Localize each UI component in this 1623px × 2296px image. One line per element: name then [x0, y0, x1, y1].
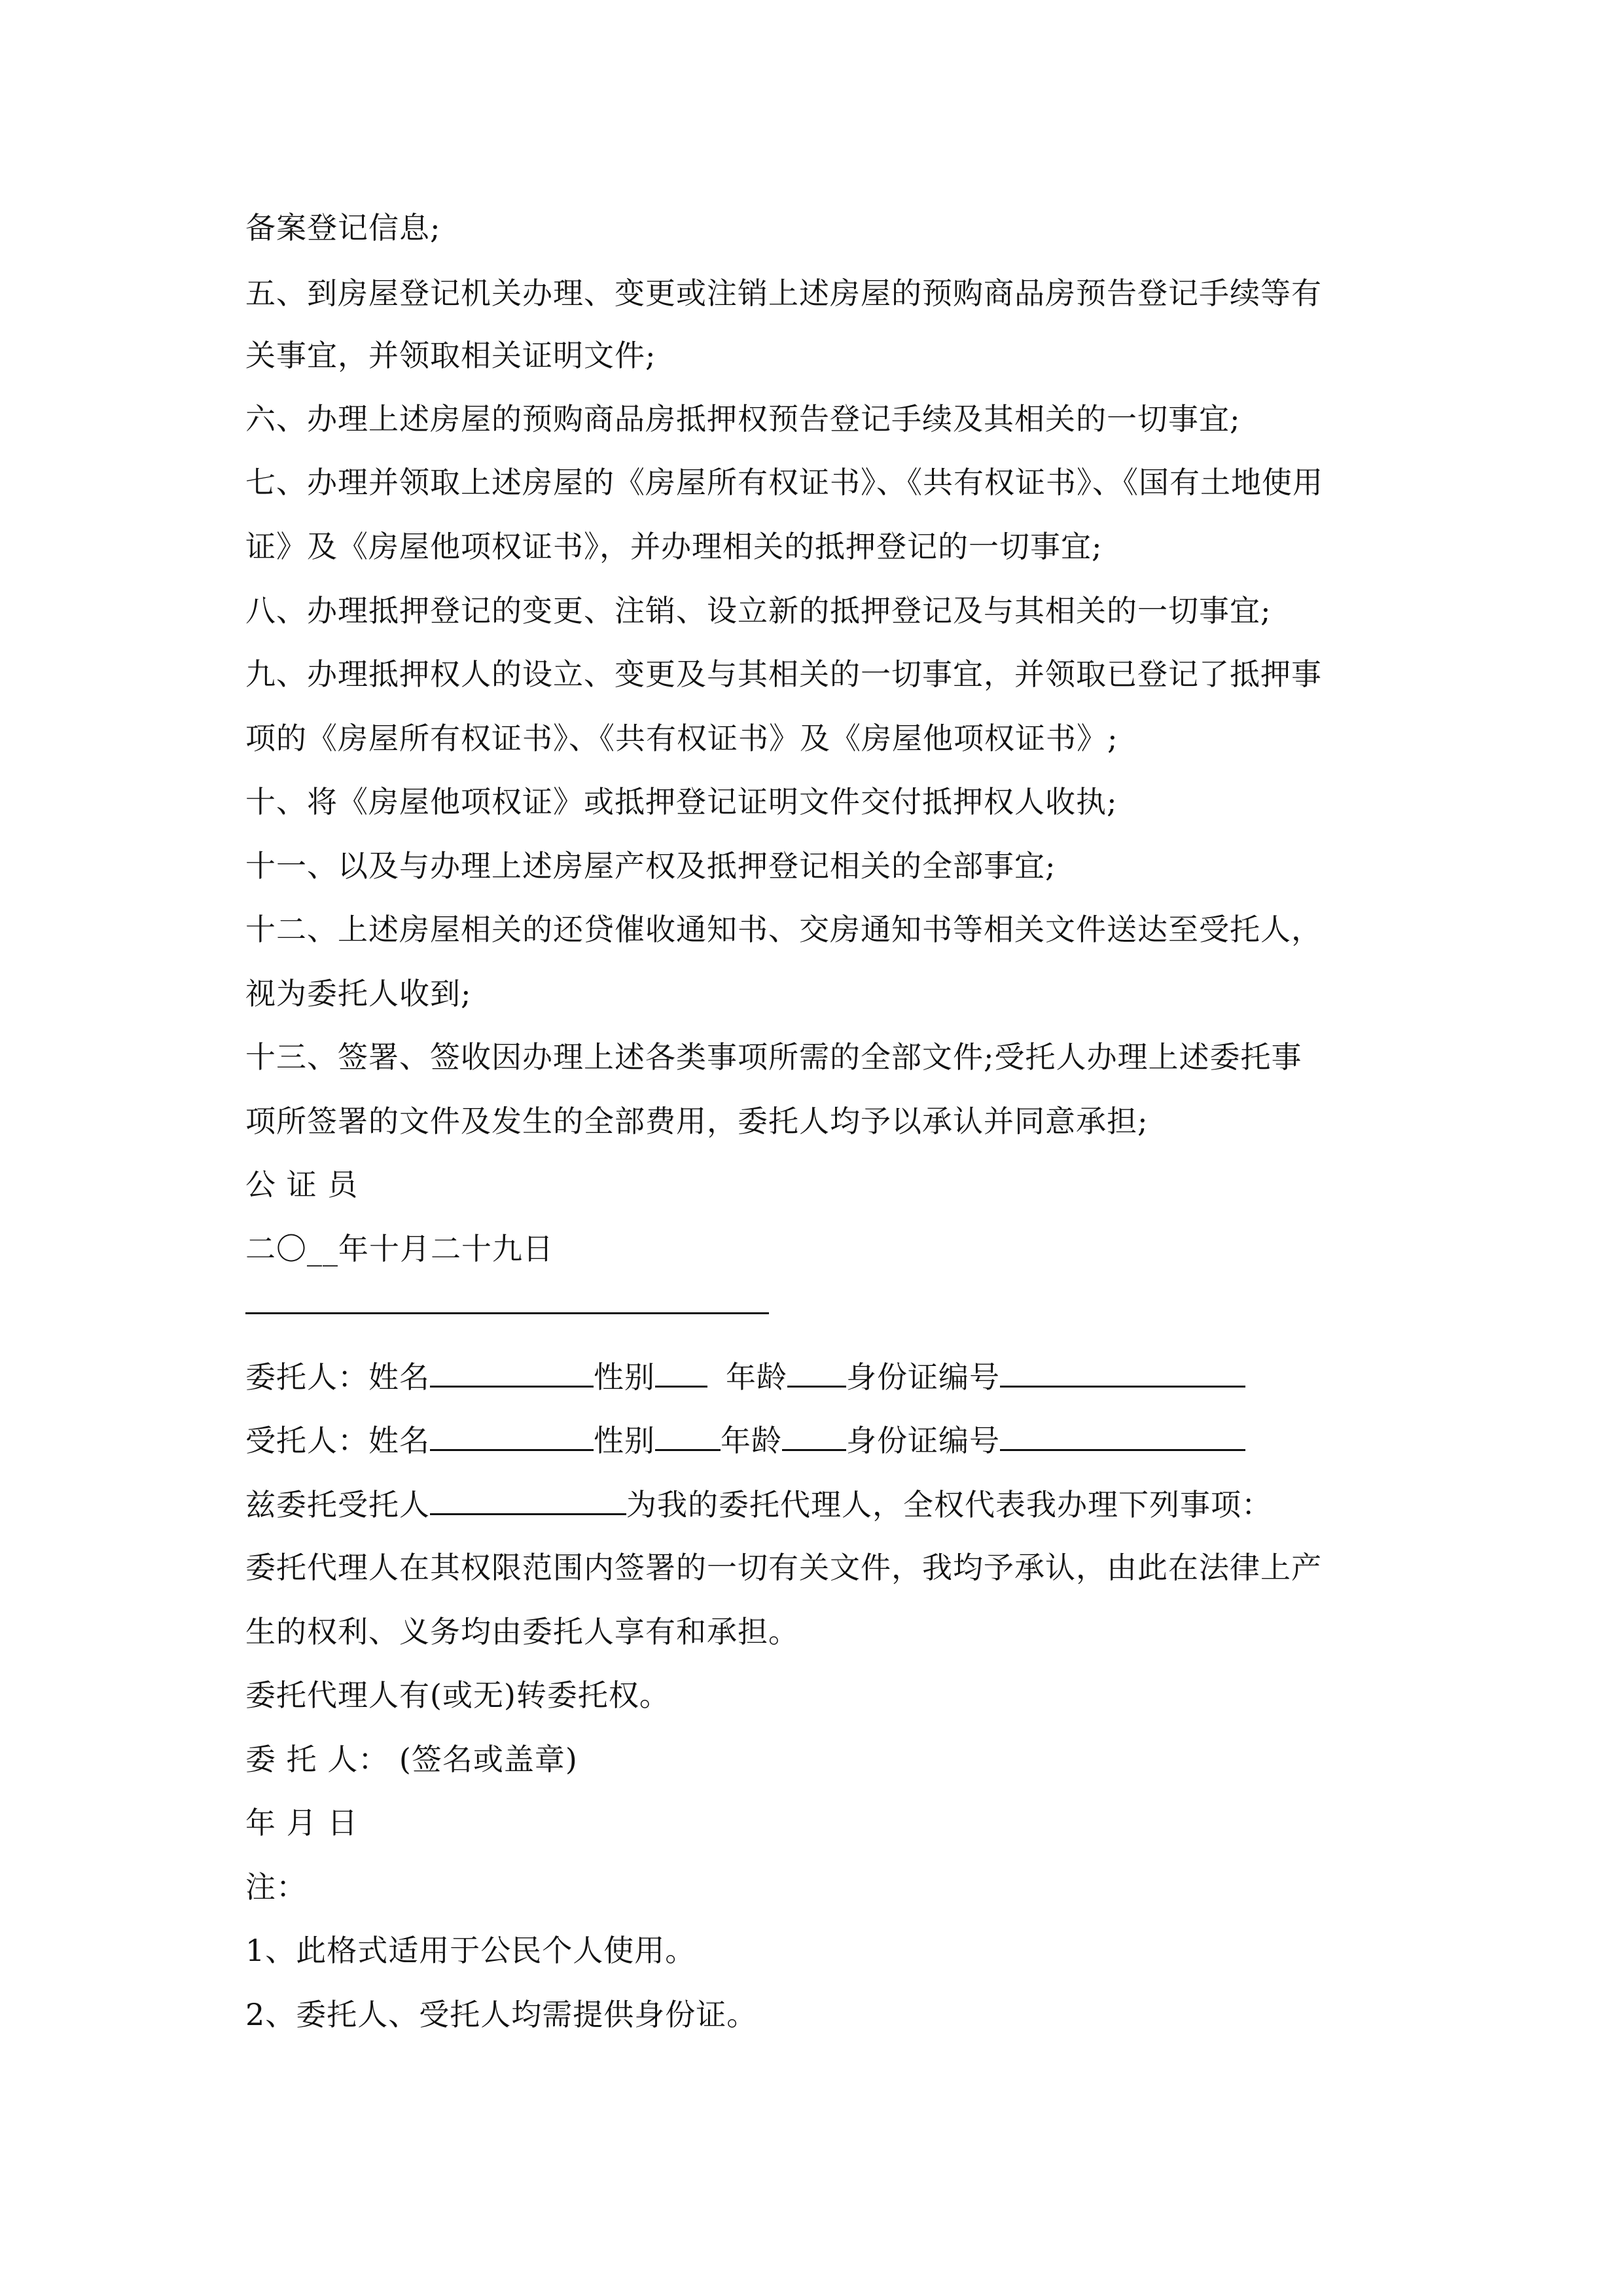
principal-info-row — [245, 1357, 1245, 1397]
text-line: 项的《房屋所有权证书》、《共有权证书》及《房屋他项权证书》; — [245, 721, 1118, 756]
principal-gender-blank[interactable] — [655, 1357, 707, 1388]
text-line: 六、办理上述房屋的预购商品房抵押权预告登记手续及其相关的一切事宜; — [245, 401, 1241, 437]
text-line: 七、办理并领取上述房屋的《房屋所有权证书》、《共有权证书》、《国有土地使用 — [245, 465, 1323, 500]
agent-info-row — [245, 1420, 1245, 1460]
agent-gender-label: 性别 — [594, 1423, 655, 1458]
text-line: 生的权利、义务均由委托人享有和承担。 — [245, 1614, 799, 1649]
agent-name-label: 受托人：姓名 — [245, 1423, 430, 1458]
text-line: 九、办理抵押权人的设立、变更及与其相关的一切事宜，并领取已登记了抵押事 — [245, 656, 1322, 692]
text-line: 关事宜，并领取相关证明文件; — [245, 338, 656, 373]
separator-line — [245, 1312, 769, 1314]
notary-label: 公 证 员 — [245, 1167, 359, 1202]
principal-name-blank[interactable] — [430, 1357, 594, 1388]
text-line: 证》及《房屋他项权证书》，并办理相关的抵押登记的一切事宜; — [245, 529, 1103, 564]
principal-age-label: 年龄 — [726, 1359, 787, 1395]
text-line: 视为委托人收到; — [245, 976, 472, 1011]
text-line: 十一、以及与办理上述房屋产权及抵押登记相关的全部事宜; — [245, 848, 1056, 884]
agent-name-blank[interactable] — [430, 1420, 594, 1451]
principal-name-label: 委托人：姓名 — [245, 1359, 430, 1395]
text-line: 委托代理人有(或无)转委托权。 — [245, 1677, 670, 1713]
text-line: 十、将《房屋他项权证》或抵押登记证明文件交付抵押权人收执; — [245, 784, 1118, 819]
agent-id-blank[interactable] — [1000, 1420, 1245, 1451]
text-line: 十二、上述房屋相关的还贷催收通知书、交房通知书等相关文件送达至受托人， — [245, 912, 1322, 947]
note-item: 1、此格式适用于公民个人使用。 — [245, 1933, 696, 1968]
text-line: 委托代理人在其权限范围内签署的一切有关文件，我均予承认，由此在法律上产 — [245, 1550, 1322, 1585]
principal-id-blank[interactable] — [1000, 1357, 1245, 1388]
principal-id-label: 身份证编号 — [846, 1359, 1000, 1395]
note-item: 2、委托人、受托人均需提供身份证。 — [245, 1997, 758, 2032]
text-line: 五、到房屋登记机关办理、变更或注销上述房屋的预购商品房预告登记手续等有 — [245, 276, 1322, 311]
text-line: 八、办理抵押登记的变更、注销、设立新的抵押登记及与其相关的一切事宜; — [245, 593, 1272, 628]
appointment-prefix: 兹委托受托人 — [245, 1487, 430, 1522]
text-line: 十三、签署、签收因办理上述各类事项所需的全部文件;受托人办理上述委托事 — [245, 1039, 1302, 1075]
appointment-row — [245, 1484, 1272, 1524]
text-line: 项所签署的文件及发生的全部费用，委托人均予以承认并同意承担; — [245, 1103, 1149, 1139]
date-line: 二〇__年十月二十九日 — [245, 1231, 554, 1266]
text-line: 备案登记信息; — [245, 210, 441, 245]
principal-age-blank[interactable] — [787, 1357, 846, 1388]
agent-gender-blank[interactable] — [655, 1420, 721, 1451]
date-placeholder: 年 月 日 — [245, 1805, 359, 1840]
appointed-agent-blank[interactable] — [430, 1484, 626, 1515]
agent-age-blank[interactable] — [782, 1420, 846, 1451]
note-heading: 注： — [245, 1869, 307, 1905]
agent-id-label: 身份证编号 — [846, 1423, 1000, 1458]
agent-age-label: 年龄 — [721, 1423, 782, 1458]
appointment-suffix: 为我的委托代理人，全权代表我办理下列事项： — [626, 1487, 1272, 1522]
principal-gender-label: 性别 — [594, 1359, 655, 1395]
signature-line: 委 托 人： (签名或盖章) — [245, 1742, 578, 1777]
